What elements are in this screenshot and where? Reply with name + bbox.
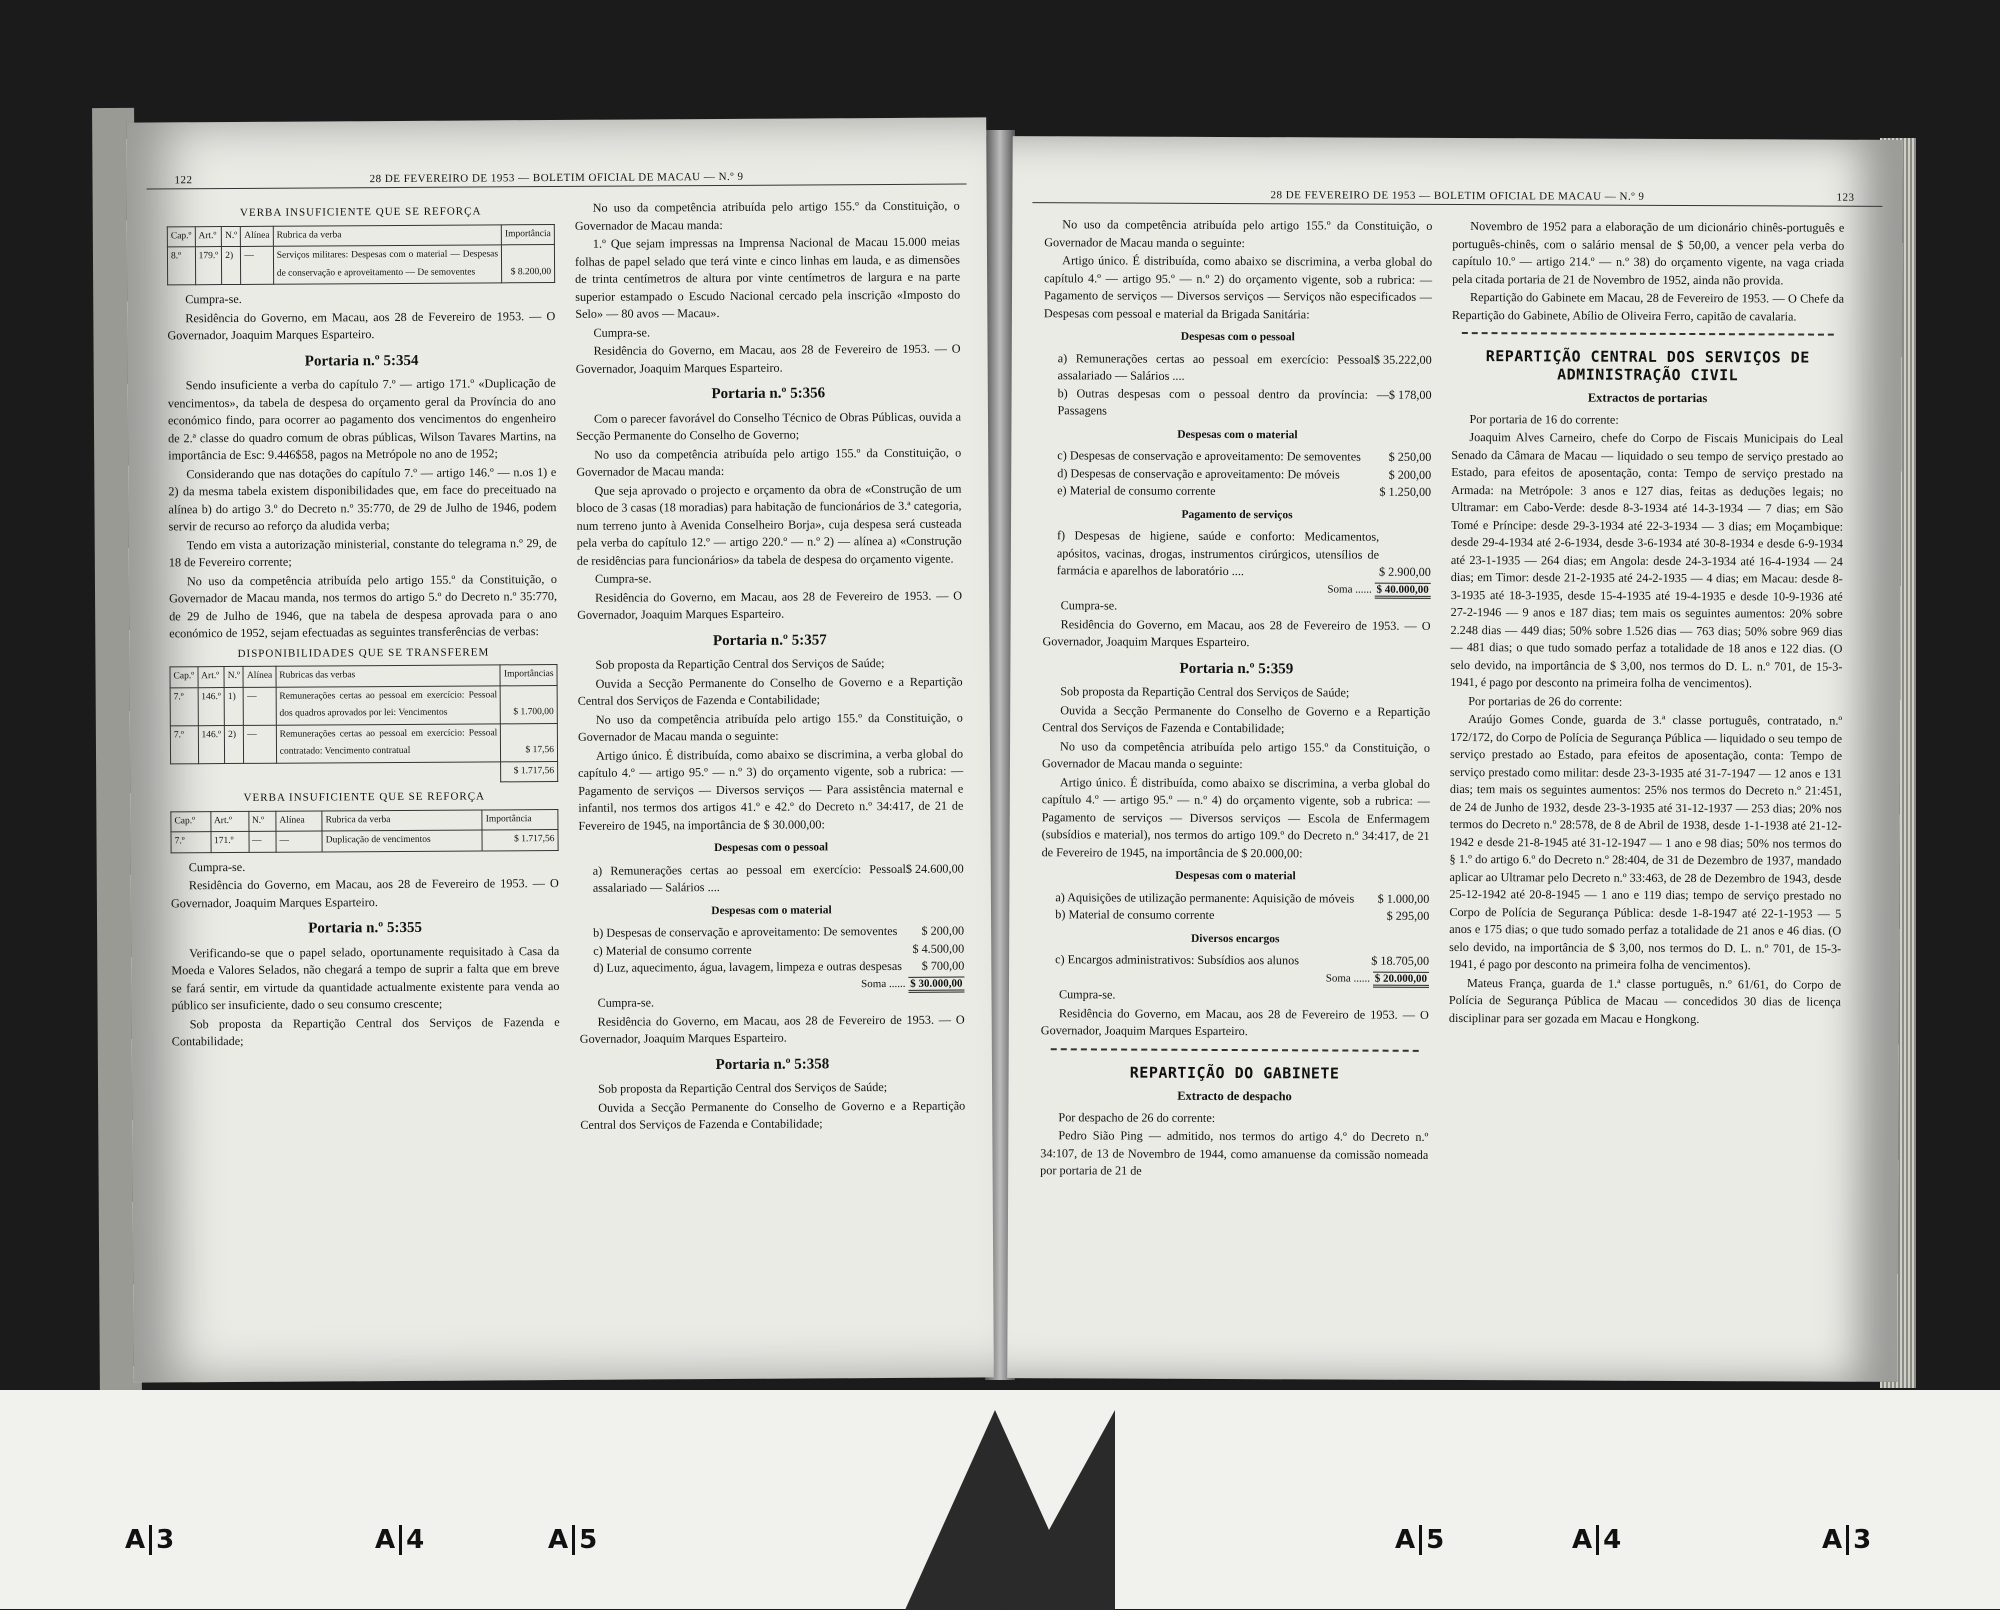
col-header: Art.º [210, 811, 248, 832]
budget-table-3 [170, 809, 558, 853]
paragraph: Joaquim Alves Carneiro, chefe do Corpo de Fiscais Municipais do Leal Senado da Câmara de Macau — liquidado o seu tempo de serviço prestado ao Estado, para efeitos de aposentação, conta: Tempo de serviço prestado na Armada: na Metrópole: 3 anos e 127 dias, feitas as deduções legais; no Ultramar: em Cabo-Verde: desde 8-3-1934 até 14-3-1934 — 7 dias; em São Tomé e Príncipe: desde 29-3-1934 até 22-3-1934 — 3 dias; em Moçambique: desde 29-4-1934 até 2-6-1934, desde 3-6-1934 até 30-8-1934 e desde 6-9-1934 até 23-1-1935 — 264 dias; em Angola: desde 24-3-1934 até 16-4-1934 — 24 dias; em Timor: desde 21-2-1935 até 24-2-1935 — 4 dias; em Macau: desde 8-3-1935 até 18-3-1935, desde 15-4-1935 até 19-4-1935 e desde 10-9-1936 até 27-2-1946 — 9 anos e 187 dias; tem mais os seguintes aumentos: 20% sobre 2.248 dias — 449 dias; 50% sobre 1.526 dias — 763 dias; 50% sobre 969 dias — 481 dias; o que tudo somado perfaz a totalidade de 18 anos e 122 dias. (O selo devido, na importância de $ 3,00, nos termos do D. L. n.º 701, de 15-3-1941, é pago por desconto na primeira folha de vencimentos). [1450, 430, 1844, 691]
section-heading: REPARTIÇÃO DO GABINETE [1129, 1063, 1340, 1082]
line-value: $ 1.000,00 [1377, 891, 1430, 906]
paragraph: Artigo único. É distribuída, como abaixo se discrimina, a verba global do capítulo 4.º — artigo 95.º — n.º 2) do orçamento vigente, sob a rubrica: — Pagamento de serviços — Diversos serviços — Serviços não especificados — Despesas com pessoal e material da Brigada Sanitária: [1043, 253, 1433, 321]
table-total: $ 1.717,56 [501, 761, 558, 782]
line-label: b) Material de consumo corrente [1055, 907, 1215, 922]
portaria-heading: Portaria n.º 5:355 [308, 919, 422, 937]
cell: 7.º [171, 832, 211, 853]
col-header: Art.º [195, 226, 222, 247]
line-label: d) Luz, aquecimento, água, lavagem, limpeza e outras despesas [593, 958, 903, 975]
paragraph: Cumpra-se. [594, 571, 652, 586]
col-header: Cap.º [167, 226, 195, 247]
right-page-header [1032, 188, 1882, 207]
cell: 146.º [198, 687, 225, 725]
line-label: c) Encargos administrativos: Subsídios aos alunos [1055, 952, 1299, 968]
ornamental-rule [1051, 1048, 1419, 1058]
left-column-1 [167, 200, 560, 1052]
cell: Duplicação de vencimentos [322, 830, 482, 851]
table-total-row [171, 761, 558, 784]
col-header: Alínea [243, 666, 275, 687]
paragraph: 1.º Que sejam impressas na Imprensa Nacional de Macau 15.000 meias folhas de papel selado que terá vinte e cinco linhas em lauda, e as dimensões de trinta centímetros de altura por vinte centímetros de largura e na parte superior estampado o Escudo Nacional cercado pela inscrição «Imposto do Selo» — 80 avos — Macau». [574, 234, 961, 321]
col-header: Alínea [241, 226, 273, 247]
cell: $ 8.200,00 [502, 245, 555, 283]
total-value: $ 30.000,00 [908, 976, 964, 992]
portaria-heading: Portaria n.º 5:359 [1179, 660, 1294, 677]
ornamental-rule [1462, 332, 1834, 342]
cell: — [248, 831, 276, 852]
paragraph: Pedro Sião Ping — admitido, nos termos do artigo 4.º do Decreto n.º 34:107, de 13 de Novembro de 1944, como amanuense da comissão nomeada por portaria de 21 de [1040, 1128, 1429, 1178]
budget-line [1043, 447, 1431, 466]
table-row [170, 685, 557, 725]
paragraph: Cumpra-se. [593, 324, 651, 340]
paragraph: No uso da competência atribuída pelo artigo 155.º da Constituição, o Governador de Macau manda: [574, 198, 960, 233]
paragraph: Verificando-se que o papel selado, oportunamente requisitado à Casa da Moeda e Valores Selados, não chegará a tempo de suprir a falta que em breve se fará sentir, em virtude da quantidade actualmente existente para venda ao público ser insuficiente, dado o seu consumo crescente; [171, 943, 560, 1013]
paragraph: Tendo em vista a autorização ministerial, constante do telegrama n.º 29, de 18 de Fevereiro corrente; [168, 535, 557, 570]
paragraph: Sob proposta da Repartição Central dos Serviços de Fazenda e Contabilidade; [171, 1014, 560, 1049]
page-number: 122 [174, 174, 193, 187]
col-header: Rubrica da verba [322, 809, 482, 830]
signature-paragraph: Residência do Governo, em Macau, aos 28 de Fevereiro de 1953. — O Governador, Joaquim Marques Esparteiro. [579, 1012, 965, 1046]
table-caption: VERBA INSUFICIENTE QUE SE REFORÇA [243, 790, 486, 804]
subsection-heading: Extractos de portarias [1587, 390, 1708, 406]
paragraph: No uso da competência atribuída pelo artigo 155.º da Constituição, o Governador de Macau manda: [576, 445, 962, 479]
running-head: 28 DE FEVEREIRO DE 1953 — BOLETIM OFICIAL DE MACAU — N.º 9 [1270, 189, 1645, 203]
table-caption: DISPONIBILIDADES QUE SE TRANSFEREM [237, 645, 490, 660]
cell: 2) [225, 725, 244, 763]
col-header: Cap.º [171, 811, 211, 832]
line-value: $ 18.705,00 [1371, 953, 1430, 968]
cell: $ 1.717,56 [482, 830, 558, 851]
total-label: Soma [1327, 582, 1353, 596]
page-marker-a5-left: A 5 [548, 1525, 598, 1555]
portaria-heading: Portaria n.º 5:354 [304, 352, 419, 370]
left-page [126, 117, 994, 1382]
budget-line [1044, 350, 1432, 387]
paragraph: Com o parecer favorável do Conselho Técnico de Obras Públicas, ouvida a Secção Permanente do Conselho de Governo; [576, 409, 962, 443]
paragraph: No uso da competência atribuída pelo artigo 155.º da Constituição, o Governador de Macau manda o seguinte: [577, 710, 963, 744]
line-value: $ 700,00 [921, 958, 965, 973]
line-value: $ 4.500,00 [912, 941, 965, 956]
line-label: d) Despesas de conservação e aproveitamento: De móveis [1057, 465, 1340, 481]
line-value: $ 200,00 [1388, 467, 1432, 482]
col-header: Art.º [198, 667, 225, 688]
col-header: N.º [224, 666, 243, 687]
right-page [1007, 136, 1902, 1382]
paragraph: Por despacho de 26 do corrente: [1058, 1109, 1216, 1125]
budget-line [1043, 527, 1431, 581]
cell: — [244, 725, 277, 763]
paragraph: Ouvida a Secção Permanente do Conselho de Governo e a Repartição Central dos Serviços de Fazenda e Contabilidade; [1042, 702, 1431, 736]
paragraph: Cumpra-se. [1058, 987, 1116, 1002]
budget-total: Soma ...... $ 20.000,00 [1041, 969, 1429, 988]
paragraph: Mateus França, guarda de 1.ª classe português, n.º 61/61, do Corpo de Polícia de Segurança Pública de Macau — concedidos 30 dias de licença disciplinar para ser gozada em Macau e Hongkong. [1448, 975, 1842, 1026]
cell: Serviços militares: Despesas com o material — Despesas de conservação e aproveitamento — De semoventes [273, 245, 502, 284]
line-value: $ 250,00 [1388, 449, 1432, 464]
paragraph: Ouvida a Secção Permanente do Conselho de Governo e a Repartição Central dos Serviços de Fazenda e Contabilidade; [577, 674, 963, 708]
total-value: $ 20.000,00 [1373, 971, 1429, 987]
cell: 171.º [210, 831, 248, 852]
paragraph: No uso da competência atribuída pelo artigo 155.º da Constituição, o Governador de Macau manda o seguinte: [1041, 738, 1431, 772]
table-row [167, 245, 554, 285]
page-marker-a4-right: A 4 [1572, 1525, 1622, 1555]
budget-table-1 [167, 224, 555, 286]
signature-paragraph: Residência do Governo, em Macau, aos 28 de Fevereiro de 1953. — O Governador, Joaquim Marques Esparteiro. [170, 876, 559, 910]
running-head: 28 DE FEVEREIRO DE 1953 — BOLETIM OFICIAL DE MACAU — N.º 9 [369, 170, 744, 186]
cell: Remunerações certas ao pessoal em exercício: Pessoal contratado: Vencimento contratual [276, 723, 501, 762]
line-label: b) Outras despesas com o pessoal dentro da província: — Passagens [1057, 385, 1389, 418]
page-marker-a4-left: A 4 [375, 1525, 425, 1555]
paragraph: Cumpra-se. [188, 859, 246, 874]
paragraph: No uso da competência atribuída pelo artigo 155.º da Constituição, o Governador de Macau manda o seguinte: [1044, 217, 1433, 250]
line-label: a) Remunerações certas ao pessoal em exercício: Pessoal assalariado — Salários .... [592, 861, 906, 895]
signature-paragraph: Residência do Governo, em Macau, aos 28 de Fevereiro de 1953. — O Governador, Joaquim Marques Esparteiro. [1040, 1005, 1429, 1039]
col-header: N.º [221, 226, 240, 247]
col-header: Alínea [276, 810, 322, 831]
portaria-heading: Portaria n.º 5:357 [712, 631, 827, 649]
paragraph: Cumpra-se. [185, 291, 242, 307]
cell: 146.º [198, 725, 225, 763]
subsection-heading: Extracto de despacho [1177, 1088, 1292, 1104]
cell: 7.º [170, 687, 198, 725]
table-row [170, 723, 557, 763]
cell: 2) [222, 246, 241, 284]
budget-total: Soma ...... $ 40.000,00 [1043, 580, 1431, 599]
left-column-2 [575, 198, 966, 1136]
subsection-heading: Pagamento de serviços [1181, 508, 1293, 521]
line-value: $ 1.250,00 [1379, 484, 1432, 499]
paragraph: Cumpra-se. [597, 995, 655, 1010]
page-marker-a3-left: A 3 [125, 1525, 175, 1555]
page-marker-a3-right: A 3 [1822, 1525, 1872, 1555]
page-number: 123 [1836, 191, 1855, 204]
signature-paragraph: Repartição do Gabinete em Macau, 28 de Fevereiro de 1953. — O Chefe da Repartição do Gabinete, Abílio de Oliveira Ferro, capitão de cavalaria. [1451, 290, 1845, 323]
signature-paragraph: Residência do Governo, em Macau, aos 28 de Fevereiro de 1953. — O Governador, Joaquim Marques Esparteiro. [167, 308, 556, 343]
line-label: a) Aquisições de utilização permanente: Aquisição de móveis [1055, 889, 1355, 906]
budget-line [1043, 385, 1431, 422]
paragraph: Cumpra-se. [1060, 598, 1118, 613]
line-label: f) Despesas de higiene, saúde e conforto: Medicamentos, apósitos, vacinas, drogas, instrumentos cirúrgicos, utensílios de farmácia e aparelhos de laboratório .... [1056, 528, 1380, 579]
subsection-heading: Despesas com o pessoal [714, 841, 829, 855]
line-label: c) Material de consumo corrente [593, 942, 752, 958]
line-label: c) Despesas de conservação e aproveitamento: De semoventes [1057, 448, 1361, 464]
subsection-heading: Despesas com o material [1175, 869, 1296, 883]
col-header: Importâncias [500, 665, 557, 686]
signature-paragraph: Residência do Governo, em Macau, aos 28 de Fevereiro de 1953. — O Governador, Joaquim Marques Esparteiro. [577, 588, 963, 622]
line-label: e) Material de consumo corrente [1057, 483, 1216, 498]
line-value: $ 200,00 [921, 923, 965, 938]
cell: 179.º [195, 247, 222, 285]
budget-total: Soma ...... $ 30.000,00 [579, 975, 964, 995]
line-value: $ 2.900,00 [1378, 564, 1431, 579]
subsection-heading: Despesas com o material [1177, 428, 1298, 441]
col-header: Importância [482, 809, 558, 830]
total-label: Soma [861, 977, 887, 990]
paragraph: Sendo insuficiente a verba do capítulo 7.º — artigo 171.º «Duplicação de vencimentos», da tabela de despesa do orçamento geral da Província do ano económico findo, para ocorrer ao pagamento dos vencimentos do engenheiro de 2.ª classe do quadro comum de obras públicas, Wilson Tavares Martins, na importância de Esc: 9.446$58, pagos na Metrópole no ano de 1952; [167, 376, 557, 463]
line-value: $ 24.600,00 [905, 861, 964, 876]
col-header: Rubricas das verbas [276, 665, 501, 687]
col-header: Rubrica da verba [273, 224, 501, 246]
cell: Remunerações certas ao pessoal em exercício: Pessoal dos quadros aprovados por lei: Vencimentos [276, 685, 501, 724]
left-page-header [146, 170, 966, 190]
paragraph: Sob proposta da Repartição Central dos Serviços de Saúde; [595, 656, 885, 672]
subsection-heading: Diversos encargos [1190, 932, 1280, 945]
table-row [171, 830, 558, 853]
line-value: $ 35.222,00 [1373, 352, 1432, 367]
budget-line [1043, 482, 1431, 501]
line-value: $ 178,00 [1388, 387, 1432, 402]
paragraph: No uso da competência atribuída pelo artigo 155.º da Constituição, o Governador de Macau manda, nos termos do artigo 5.º do Decreto n.º 35:770, de 29 de Julho de 1946, que na tabela de despesa aprovada para o ano económico de 1952, sejam efectuadas as seguintes transferências de verbas: [169, 571, 558, 641]
portaria-heading: Portaria n.º 5:356 [711, 385, 826, 403]
subsection-heading: Despesas com o material [711, 903, 832, 917]
paragraph: Por portarias de 26 do corrente: [1468, 693, 1623, 709]
cell: $ 1.700,00 [501, 685, 558, 723]
paragraph: Considerando que nas dotações do capítulo 7.º — artigo 146.º — n.os 1) e 2) da mesma tabela existem disponibilidades que, em face do preceituado na alínea b) do artigo 3.º do Decreto n.º 35:770, de 29 de Julho de 1946, podem servir de recurso ao reforço da aludida verba; [168, 464, 557, 534]
right-column-2 [1449, 218, 1845, 1030]
cell: — [241, 246, 274, 284]
page-marker-a5-right: A 5 [1395, 1525, 1445, 1555]
subsection-heading: Despesas com o pessoal [1180, 330, 1295, 344]
signature-paragraph: Residência do Governo, em Macau, aos 28 de Fevereiro de 1953. — O Governador, Joaquim Marques Esparteiro. [1042, 616, 1431, 650]
budget-line [579, 860, 964, 897]
cell: — [243, 687, 276, 725]
paragraph: Ouvida a Secção Permanente do Conselho de Governo e a Repartição Central dos Serviços de Fazenda e Contabilidade; [580, 1098, 966, 1132]
budget-table-2 [169, 664, 558, 784]
cell: — [276, 831, 322, 852]
col-header: N.º [248, 811, 276, 832]
cell: 8.º [167, 247, 195, 285]
col-header: Cap.º [170, 667, 198, 688]
table-caption: VERBA INSUFICIENTE QUE SE REFORÇA [239, 205, 482, 219]
budget-line [1041, 906, 1429, 925]
portaria-heading: Portaria n.º 5:358 [715, 1055, 830, 1073]
cell: $ 17,56 [501, 723, 558, 761]
cell: 1) [224, 687, 243, 725]
line-value: $ 295,00 [1386, 908, 1430, 923]
line-label: b) Despesas de conservação e aproveitamento: De semoventes [593, 923, 898, 940]
paragraph: Sob proposta da Repartição Central dos Serviços de Saúde; [1060, 684, 1350, 700]
paragraph: Artigo único. É distribuída, como abaixo se discrimina, a verba global do capítulo 4.º — artigo 95.º — n.º 4) do orçamento vigente, sob a rubrica: — Pagamento de serviços — Diversos serviços — Escola de Enfermagem (subsídios e material), nos termos do artigo 109.º do Decreto n.º 34:417, de 21 de Fevereiro de 1945, na importância de $ 20.000,00: [1041, 774, 1430, 860]
budget-line [1043, 465, 1431, 484]
paragraph: Que seja aprovado o projecto e orçamento da obra de «Construção de um bloco de 3 casas (18 moradias) para habitação de funcionários de 3.ª categoria, num terreno junto à Avenida Conselheiro Borja», cuja despesa será custeada pela verba do capítulo 12.º — artigo 220.º — n.º 2) — alínea a) «Construção de residências para funcionários» da tabela de despesa do orçamento vigente. [576, 481, 962, 568]
paragraph: Artigo único. É distribuída, como abaixo se discrimina, a verba global do capítulo 4.º — artigo 95.º — n.º 3) do orçamento vigente, sob a rubrica: — Pagamento de serviços — Diversos serviços — Para assistência maternal e infantil, nos termos dos artigos 41.º e 42.º do Decreto n.º 34:417, de 21 de Fevereiro de 1945, na importância de $ 30.000,00: [578, 746, 964, 833]
right-column-1 [1040, 216, 1432, 1182]
budget-line [1041, 951, 1429, 970]
cell: 7.º [170, 725, 198, 763]
total-label: Soma [1325, 971, 1351, 985]
section-heading: REPARTIÇÃO CENTRAL DOS SERVIÇOS DE ADMINISTRAÇÃO CIVIL [1485, 347, 1810, 384]
paragraph: Por portaria de 16 do corrente: [1469, 411, 1619, 427]
line-label: a) Remunerações certas ao pessoal em exercício: Pessoal assalariado — Salários .... [1057, 350, 1374, 383]
total-value: $ 40.000,00 [1374, 582, 1430, 598]
paragraph: Sob proposta da Repartição Central dos Serviços de Saúde; [598, 1080, 888, 1096]
col-header: Importância [501, 224, 554, 245]
right-alignment-triangle [1005, 1410, 1115, 1610]
paragraph: Novembro de 1952 para a elaboração de um dicionário chinês-português e português-chinês, com o salário mensal de $ 50,00, a vencer pela verba do capítulo 10.º — artigo 214.º — n.º 38) do orçamento vigente, na vaga criada pela citada portaria de 21 de Novembro de 1952, ainda não provida. [1452, 219, 1845, 287]
signature-paragraph: Residência do Governo, em Macau, aos 28 de Fevereiro de 1953. — O Governador, Joaquim Marques Esparteiro. [575, 341, 961, 376]
budget-line [1041, 889, 1429, 908]
paragraph: Araújo Gomes Conde, guarda de 3.ª classe português, contratado, n.º 172/172, do Corpo de Polícia de Segurança Pública — liquidado o seu tempo de serviço prestado ao Estado, para efeitos de aposentação, conta: Tempo de serviço prestado como militar: desde 23-3-1935 até 31-7-1947 — 12 anos e 131 dias; tem mais os seguintes aumentos: 25% nos termos do Decreto n.º 21:451, de 24 de Junho de 1932, desde 23-3-1935 até 31-12-1937 — 253 dias; 20% nos termos do Decreto n.º 28:578, de 8 de Abril de 1938, desde 1-1-1938 até 21-12-1942 e desde 21-8-1945 até 31-12-1947 — 1 ano e 98 dias; 50% nos termos do § 1.º do artigo 6.º do Decreto n.º 28:404, de 31 de Dezembro de 1937, mandado aplicar ao Ultramar pelo Decreto n.º 33:463, de 28 de Dezembro de 1943, desde 25-12-1942 até 20-8-1945 — 1 ano e 119 dias; tempo de serviço prestado no Corpo de Polícia de Segurança Pública: desde 1-8-1947 até 22-1-1953 — 5 anos e 175 dias; o que tudo somado perfaz a totalidade de 21 anos e 46 dias. (O selo devido, na importância de $ 3,00, nos termos do D. L. n.º 701, de 15-3-1941, é pago por desconto na primeira folha de vencimentos). [1449, 712, 1843, 973]
